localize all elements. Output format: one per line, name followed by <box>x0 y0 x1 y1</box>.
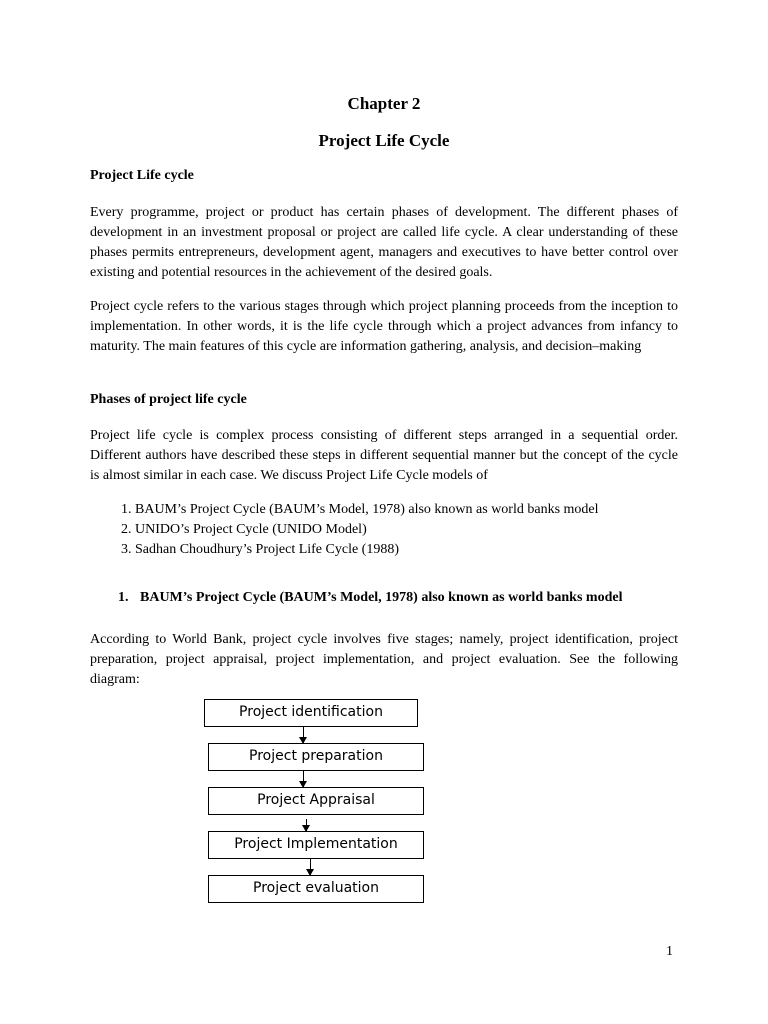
chapter-label: Chapter 2 <box>347 94 421 113</box>
paragraph-phases: Project life cycle is complex process consisting of different steps arranged in a sequential order. Different authors have described these steps in different sequential manner but the concept of the cycle is almost similar in each case. We discuss Project Life Cycle models of <box>90 428 678 483</box>
section-heading-text: BAUM’s Project Cycle (BAUM’s Model, 1978) also known as world banks model <box>140 590 623 605</box>
list-item: 3. Sadhan Choudhury’s Project Life Cycle (1988) <box>135 540 723 560</box>
flow-arrow <box>303 727 304 743</box>
flow-box-evaluation: Project evaluation <box>208 875 424 903</box>
paragraph-intro: Every programme, project or product has certain phases of development. The different phases of development in an investment proposal or project are called life cycle. A clear understanding of these phases permits entrepreneurs, development agent, managers and executives to have better control over existing and potential resources in the achievement of the desired goals. <box>90 205 678 280</box>
flow-arrow <box>303 771 304 787</box>
list-item: 1. BAUM’s Project Cycle (BAUM’s Model, 1978) also known as world banks model <box>135 500 723 520</box>
chapter-title: Project Life Cycle <box>318 131 450 150</box>
flow-arrow <box>310 859 311 875</box>
section-heading-life-cycle: Project Life cycle <box>90 168 194 183</box>
section-heading-baum <box>118 590 622 606</box>
flow-box-implementation: Project Implementation <box>208 831 424 859</box>
section-number: 1. <box>118 590 129 605</box>
paragraph-project-cycle: Project cycle refers to the various stages through which project planning proceeds from the inception to implementation. In other words, it is the life cycle through which a project advances from infancy to maturity. The main features of this cycle are information gathering, analysis, and decision–making <box>90 299 678 354</box>
page-number: 1 <box>666 944 673 959</box>
flow-arrow <box>306 819 307 831</box>
model-list <box>90 500 723 560</box>
flow-box-appraisal: Project Appraisal <box>208 787 424 815</box>
flow-box-preparation: Project preparation <box>208 743 424 771</box>
section-heading-phases: Phases of project life cycle <box>90 392 247 407</box>
flow-box-identification: Project identification <box>204 699 418 727</box>
paragraph-world-bank: According to World Bank, project cycle involves five stages; namely, project identification, project preparation, project appraisal, project implementation, and project evaluation. See the following diagram: <box>90 632 678 687</box>
list-item: 2. UNIDO’s Project Cycle (UNIDO Model) <box>135 520 723 540</box>
